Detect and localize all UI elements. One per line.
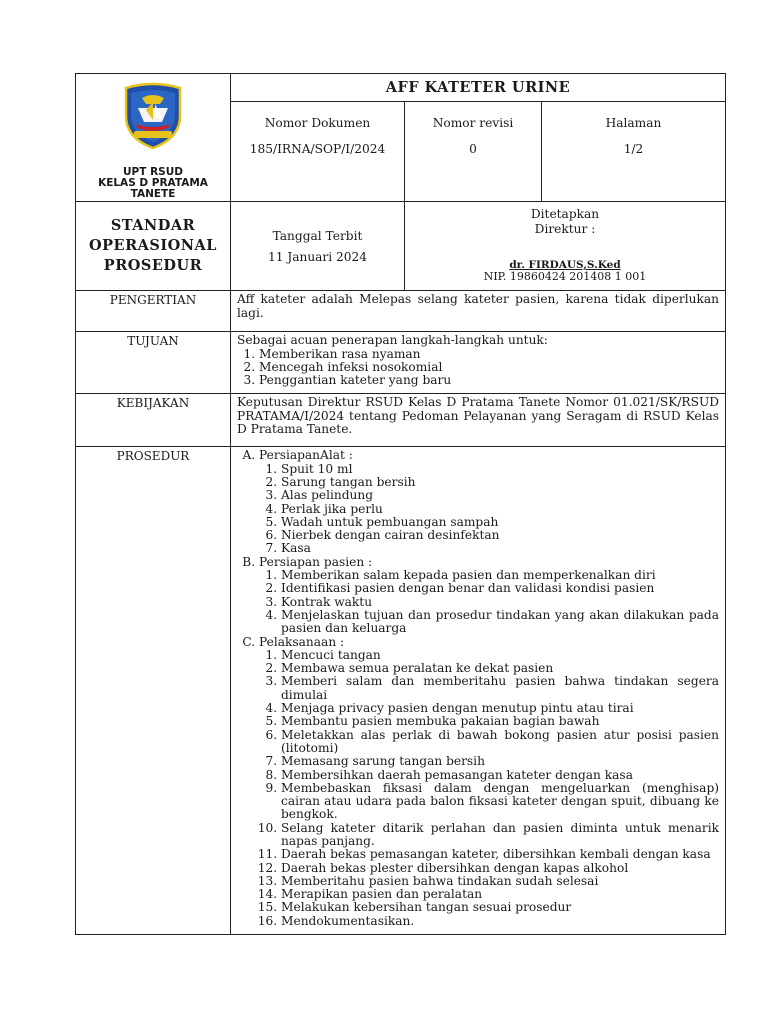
director-nip: NIP. 19860424 201408 1 001	[483, 270, 647, 283]
prosedur-step: 6. Meletakkan alas perlak di bawah bokong pasien atur posisi pasien (litotomi)	[281, 729, 719, 756]
unit-name-line-1: UPT RSUD	[123, 166, 183, 178]
prosedur-step: 15. Melakukan kebersihan tangan sesuai prosedur	[281, 901, 719, 914]
prosedur-step: 3. Kontrak waktu	[281, 596, 719, 609]
tujuan-intro: Sebagai acuan penerapan langkah-langkah untuk:	[237, 333, 548, 347]
prosedur-group	[259, 449, 719, 555]
prosedur-step: 13. Memberitahu pasien bahwa tindakan sudah selesai	[281, 875, 719, 888]
approved-label: Ditetapkan	[530, 207, 600, 221]
sop-title	[76, 202, 231, 291]
prosedur-step: 5. Wadah untuk pembuangan sampah	[281, 516, 719, 529]
prosedur-step: 16. Mendokumentasikan.	[281, 915, 719, 928]
prosedur-step: 9. Membebaskan fiksasi dalam dengan mengeluarkan (menghisap) cairan atau udara pada balon fiksasi kateter dengan spuit, dibuang ke bengkok.	[281, 782, 719, 822]
tujuan-item: 3. Penggantian kateter yang baru	[259, 374, 719, 387]
sop-document-table	[75, 73, 726, 935]
prosedur-step: 3. Memberi salam dan memberitahu pasien bahwa tindakan segera dimulai	[281, 675, 719, 702]
prosedur-step: 3. Alas pelindung	[281, 489, 719, 502]
regency-shield-icon	[122, 82, 184, 150]
section-label-kebijakan: KEBIJAKAN	[76, 394, 231, 447]
prosedur-step: 2. Identifikasi pasien dengan benar dan validasi kondisi pasien	[281, 582, 719, 595]
document-title: AFF KATETER URINE	[231, 74, 726, 102]
prosedur-step: 2. Sarung tangan bersih	[281, 476, 719, 489]
tujuan-item: 2. Mencegah infeksi nosokomial	[259, 361, 719, 374]
prosedur-step-list	[259, 463, 719, 556]
prosedur-group	[259, 636, 719, 929]
section-content-prosedur	[231, 447, 726, 935]
prosedur-step: 7. Memasang sarung tangan bersih	[281, 755, 719, 768]
approval-cell	[405, 202, 726, 291]
director-name: dr. FIRDAUS,S.Ked	[509, 259, 621, 271]
prosedur-step: 11. Daerah bekas pemasangan kateter, dibersihkan kembali dengan kasa	[281, 848, 719, 861]
prosedur-group-title: PersiapanAlat :	[259, 448, 353, 463]
prosedur-step-list	[259, 649, 719, 928]
sop-title-line-2: OPERASIONAL	[89, 237, 217, 254]
prosedur-step: 1. Spuit 10 ml	[281, 463, 719, 476]
issue-date-cell	[231, 202, 405, 291]
hospital-unit-name	[76, 167, 230, 200]
tujuan-item: 1. Memberikan rasa nyaman	[259, 348, 719, 361]
revision-cell	[405, 102, 542, 202]
hospital-logo-cell	[76, 74, 231, 202]
issue-date-value: 11 Januari 2024	[267, 249, 368, 264]
prosedur-step: 6. Nierbek dengan cairan desinfektan	[281, 529, 719, 542]
prosedur-step: 14. Merapikan pasien dan peralatan	[281, 888, 719, 901]
page-value: 1/2	[623, 142, 644, 156]
unit-name-line-2: KELAS D PRATAMA	[98, 177, 208, 189]
sop-title-line-3: PROSEDUR	[103, 257, 203, 274]
section-label-tujuan: TUJUAN	[76, 332, 231, 394]
prosedur-step: 10. Selang kateter ditarik perlahan dan pasien diminta untuk menarik napas panjang.	[281, 822, 719, 849]
section-label-pengertian: PENGERTIAN	[76, 291, 231, 332]
prosedur-step: 5. Membantu pasien membuka pakaian bagian bawah	[281, 715, 719, 728]
section-label-prosedur: PROSEDUR	[76, 447, 231, 935]
revision-label: Nomor revisi	[432, 116, 514, 130]
prosedur-step: 4. Menjaga privacy pasien dengan menutup pintu atau tirai	[281, 702, 719, 715]
prosedur-list	[237, 449, 719, 928]
sop-title-line-1: STANDAR	[110, 217, 196, 234]
prosedur-step: 4. Menjelaskan tujuan dan prosedur tindakan yang akan dilakukan pada pasien dan keluarga	[281, 609, 719, 636]
prosedur-group-title: Persiapan pasien :	[259, 554, 373, 569]
page-label: Halaman	[605, 116, 662, 130]
prosedur-step: 4. Perlak jika perlu	[281, 503, 719, 516]
prosedur-step: 8. Membersihkan daerah pemasangan kateter dengan kasa	[281, 769, 719, 782]
prosedur-step: 1. Mencuci tangan	[281, 649, 719, 662]
section-content-kebijakan: Keputusan Direktur RSUD Kelas D Pratama Tanete Nomor 01.021/SK/RSUD PRATAMA/I/2024 tentang Pedoman Pelayanan yang Seragam di RSUD Kelas D Pratama Tanete.	[231, 394, 726, 447]
prosedur-group-title: Pelaksanaan :	[259, 634, 345, 649]
prosedur-step: 7. Kasa	[281, 542, 719, 555]
section-content-tujuan	[231, 332, 726, 394]
prosedur-group	[259, 556, 719, 636]
prosedur-step-list	[259, 569, 719, 635]
prosedur-step: 12. Daerah bekas plester dibersihkan dengan kapas alkohol	[281, 862, 719, 875]
prosedur-step: 1. Memberikan salam kepada pasien dan memperkenalkan diri	[281, 569, 719, 582]
doc-number-value: 185/IRNA/SOP/I/2024	[249, 142, 386, 156]
doc-number-cell	[231, 102, 405, 202]
director-label: Direktur :	[534, 222, 596, 236]
page-cell	[542, 102, 726, 202]
revision-value: 0	[469, 142, 477, 156]
hospital-logo	[76, 82, 230, 153]
issue-date-label: Tanggal Terbit	[272, 228, 363, 243]
section-content-pengertian: Aff kateter adalah Melepas selang kateter pasien, karena tidak diperlukan lagi.	[231, 291, 726, 332]
tujuan-list	[237, 348, 719, 388]
prosedur-step: 2. Membawa semua peralatan ke dekat pasien	[281, 662, 719, 675]
doc-number-label: Nomor Dokumen	[264, 116, 371, 130]
unit-name-line-3: TANETE	[130, 188, 176, 200]
